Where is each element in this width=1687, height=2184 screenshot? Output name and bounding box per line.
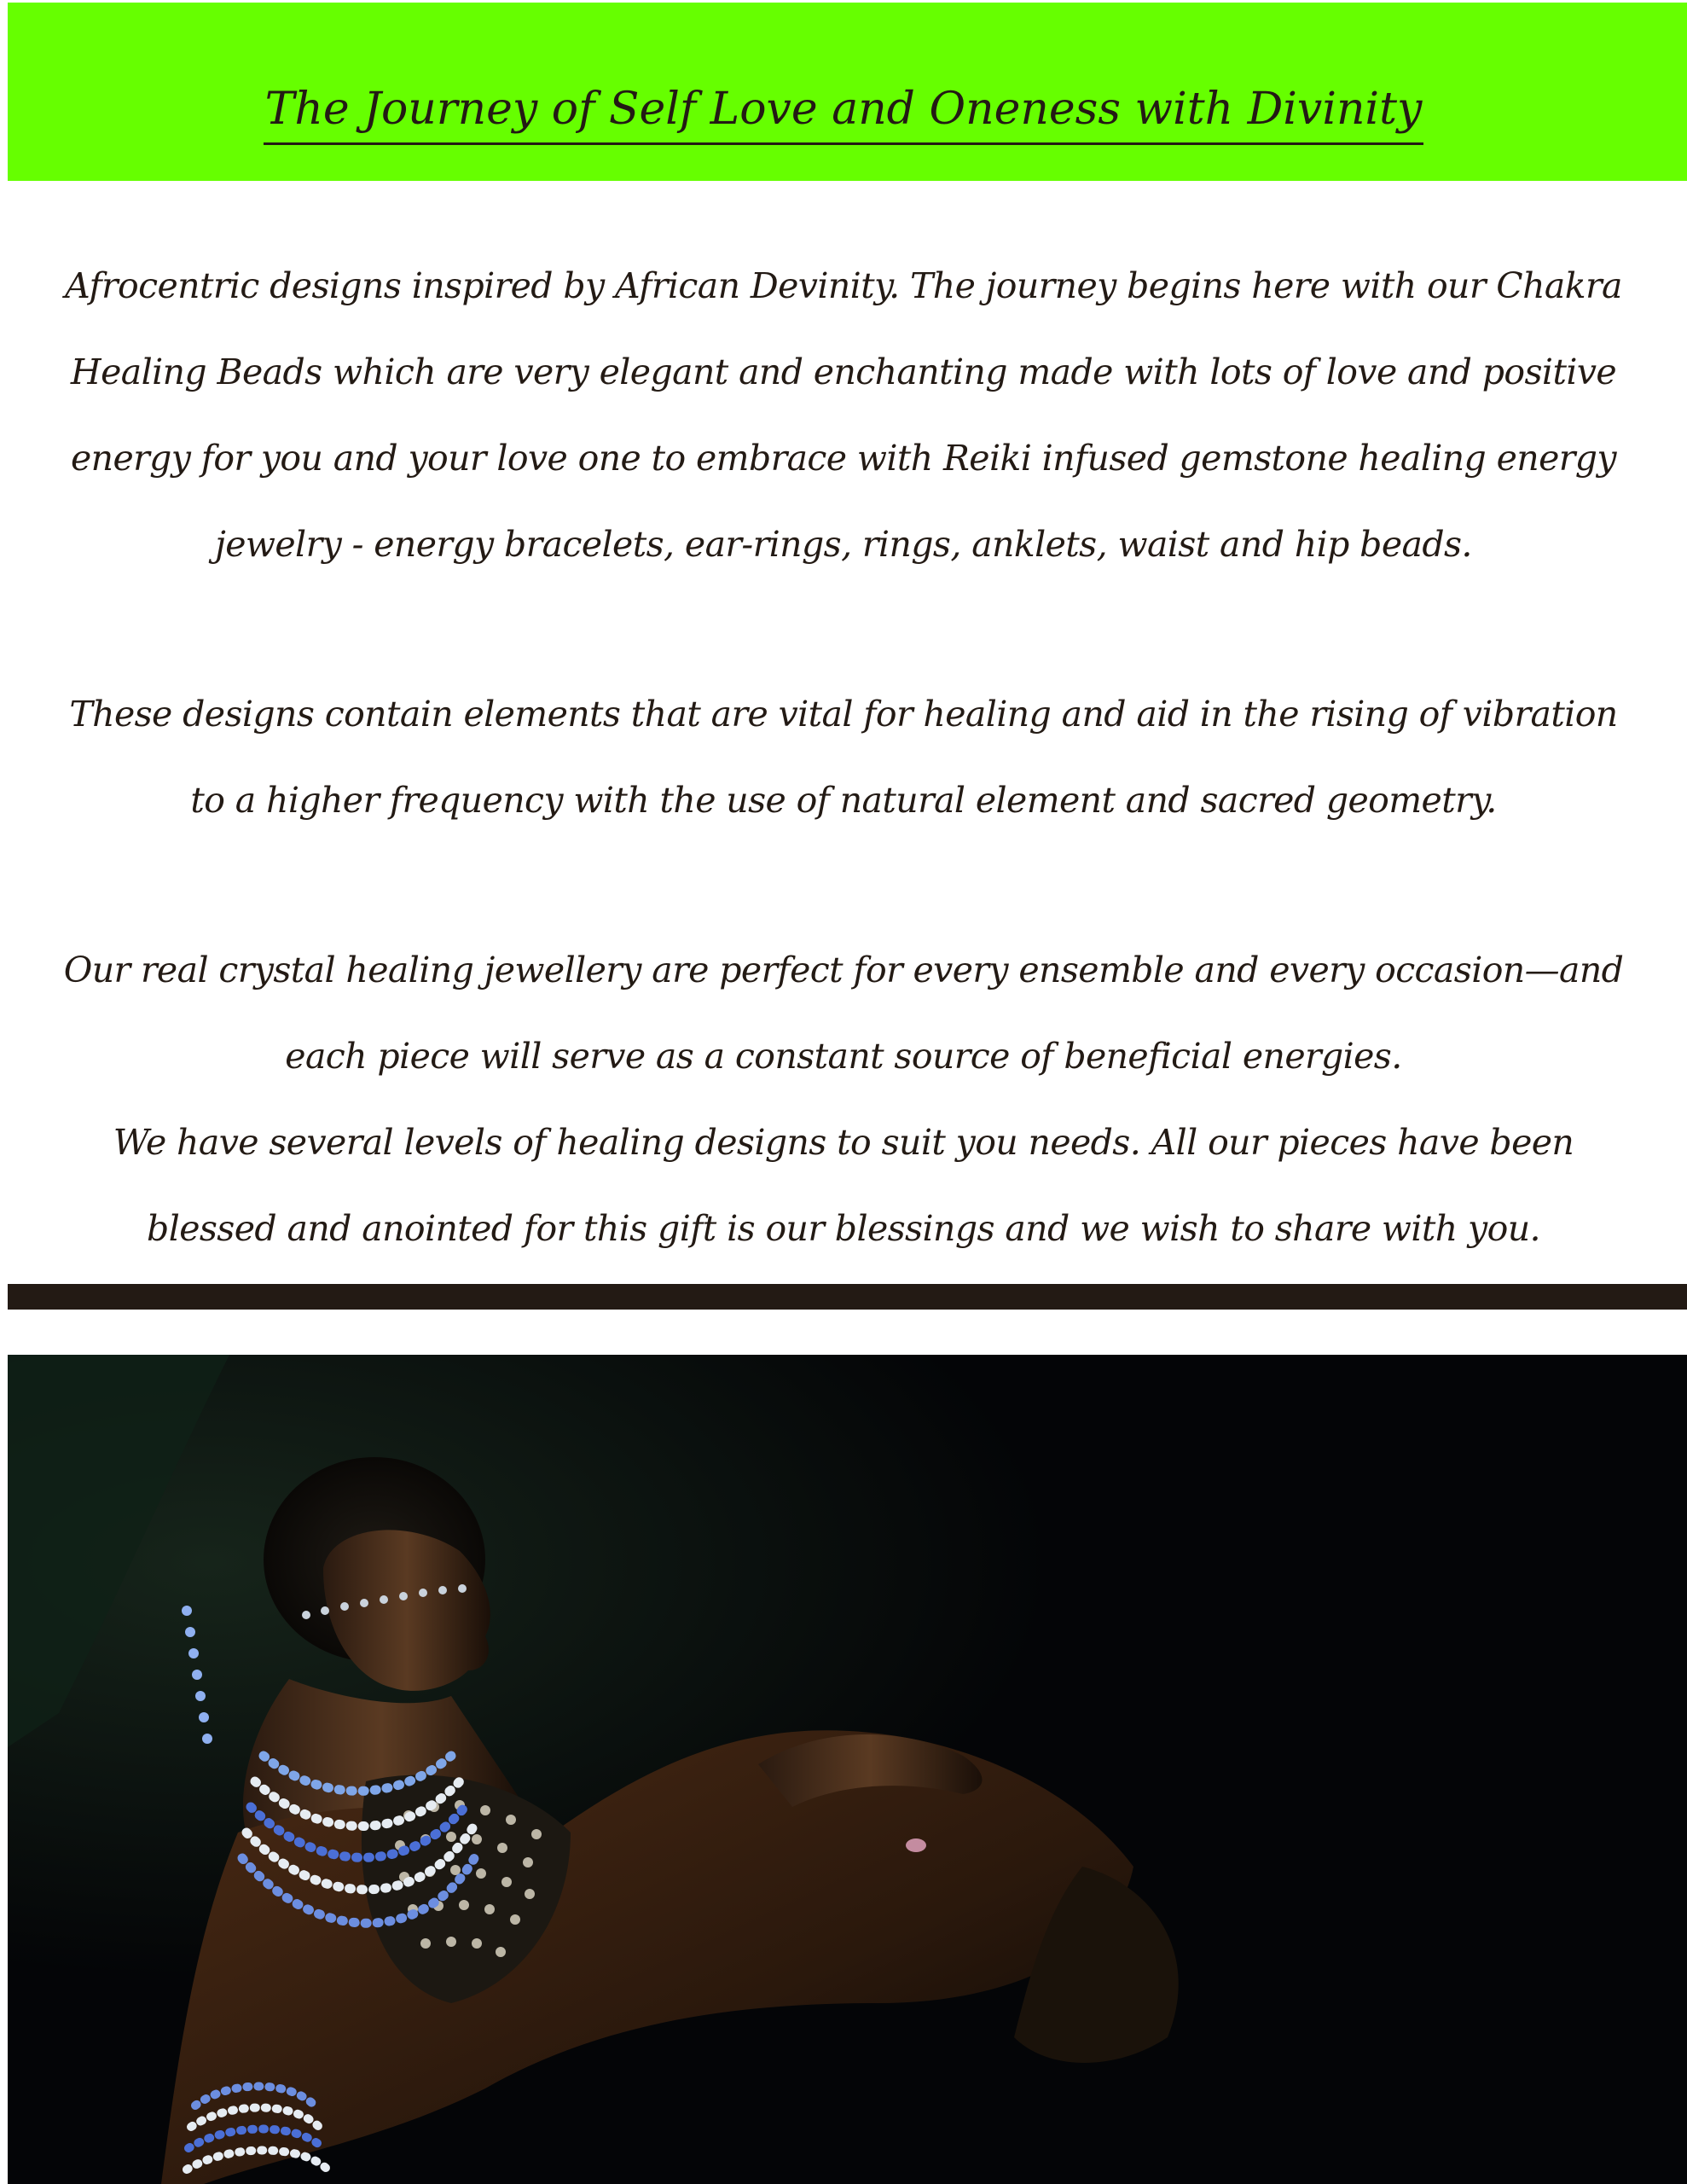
crystal-paragraph: [51, 927, 1636, 1272]
page-title: [0, 75, 1687, 145]
hero-photo: [8, 1355, 1687, 2184]
elements-paragraph: [51, 671, 1636, 844]
page-title-text: The Journey of Self Love and Oneness with Divinity: [264, 79, 1424, 145]
beaded-woman-illustration: [8, 1355, 1687, 2184]
crystal-text: Our real crystal healing jewellery are perfect for every ensemble and every occasion—and each piece will serve as a constant source of beneficial energies.: [63, 950, 1624, 1077]
section-divider: [8, 1284, 1687, 1310]
blessings-text: We have several levels of healing designs to suit you needs. All our pieces have been blessed and anointed for this gift is our blessings and we wish to share with you.: [113, 1122, 1574, 1249]
elements-text: These designs contain elements that are vital for healing and aid in the rising of vibration to a higher frequency with the use of natural element and sacred geometry.: [69, 694, 1618, 821]
intro-paragraph: [51, 243, 1636, 588]
intro-text: Afrocentric designs inspired by African Devinity. The journey begins here with our Chakra Healing Beads which are very elegant and enchanting made with lots of love and positive energy for you and your love one to embrace with Reiki infused gemstone healing energy jewelry - energy bracelets, ear-rings, rings, anklets, waist and hip beads.: [65, 265, 1622, 565]
